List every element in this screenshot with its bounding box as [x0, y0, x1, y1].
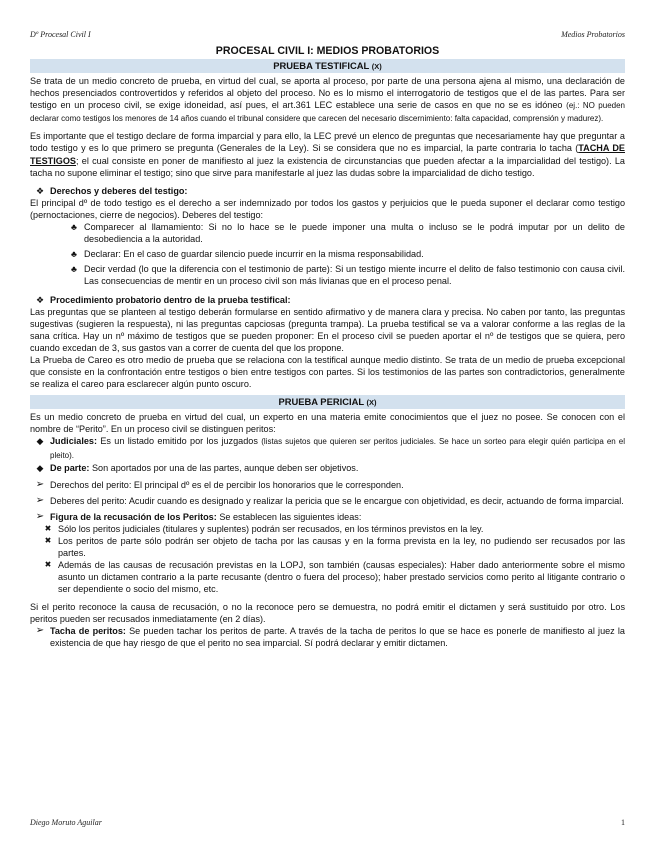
- section-heading: PRUEBA PERICIAL: [278, 396, 364, 408]
- tacha-term: TACHA DE TESTIGOS: [30, 143, 625, 166]
- paragraph-text: Es importante que el testigo declare de forma imparcial y para ello, la LEC prevé un elenco de preguntas que necesariamente hay que preguntar a todo testigo y es lo que primero se pregunta (Generales de la Ley). Si se considera que no es imparcial, la parte contraria lo tacha (: [30, 131, 625, 154]
- list-item: [30, 435, 625, 461]
- paragraph: [30, 75, 625, 125]
- list-item-note: (listas sujetos que quieren ser peritos judiciales. Se hace un sorteo para elegir quién participa en el pleito).: [50, 437, 626, 460]
- paragraph: El principal dº de todo testigo es el derecho a ser indemnizado por todos los gastos y perjuicios que le pueda suponer el declarar como testigo (pernoctaciones, cierre de negocios). Deberes del testigo:: [30, 197, 625, 220]
- club-bullet-icon: ♣: [71, 222, 77, 233]
- diamond-bullet-icon: ❖: [35, 294, 45, 305]
- list-item: [30, 625, 625, 649]
- subheading-text: Procedimiento probatorio dentro de la prueba testifical:: [50, 294, 291, 305]
- list-item: [30, 479, 625, 491]
- list-item: [30, 495, 625, 507]
- sub-list-item: [30, 535, 625, 559]
- paragraph-text: ; el cual consiste en poner de manifiesto al juez la existencia de circunstancias que pueden afectar a la imparcialidad del testigo). La tacha no supone eliminar el testigo; sino que sirve para manifestarle al juez las dudas sobre la imparcialidad de dicho testigo.: [30, 155, 625, 178]
- diamond-bullet-icon: ❖: [35, 185, 45, 196]
- section-tag: (X): [366, 398, 377, 408]
- list-item-body: Se establecen las siguientes ideas:: [219, 511, 362, 522]
- subheading: [30, 185, 625, 197]
- cross-bullet-icon: ✖: [44, 536, 52, 546]
- arrow-bullet-icon: ➢: [35, 510, 45, 522]
- section-band-pericial: [30, 395, 625, 409]
- paragraph: La Prueba de Careo es otro medio de prueba que se relaciona con la testifical aunque medio distinto. Se trata de un medio de prueba excepcional que consiste en la confrontación entre testigos o bien entre testigos con partes. Si los testimonios de las partes son contradictorios, generalmente se realiza el careo para esclarecer algún punto oscuro.: [30, 354, 625, 390]
- list-item: [30, 221, 625, 245]
- list-item-text: Comparecer al llamamiento: Si no lo hace se le puede imponer una multa o incluso se le podrá imputar por un delito de desobediencia a la autoridad.: [84, 222, 625, 245]
- list-item-text: Deberes del perito: Acudir cuando es designado y realizar la pericia que se le encargue con objetividad, es decir, actuando de forma imparcial.: [50, 495, 624, 506]
- list-item-text: Declarar: En el caso de guardar silencio puede incurrir en la misma responsabilidad.: [84, 249, 424, 260]
- section-band-testifical: [30, 59, 625, 73]
- list-item-lead: Judiciales:: [50, 436, 98, 447]
- cross-bullet-icon: ✖: [44, 524, 52, 533]
- list-item: [30, 248, 625, 260]
- subheading-text: Derechos y deberes del testigo:: [50, 185, 188, 196]
- paragraph: [30, 130, 625, 178]
- list-item-body: Se pueden tachar los peritos de parte. A través de la tacha de peritos lo que se hace es ponerle de manifiesto al juez la existencia de que hay riesgo de que el perito no sea imparcial. Sí podrá declarar y emitir dictamen.: [50, 625, 625, 648]
- sub-list-item-text: Los peritos de parte sólo podrán ser objeto de tacha por las causas y en la forma prevista en la ley, no pudiendo ser recusados por las partes.: [58, 536, 625, 559]
- list-item-text: Derechos del perito: El principal dº es el de percibir los honorarios que le corresponden.: [50, 479, 404, 490]
- paragraph: Es un medio concreto de prueba en virtud del cual, un experto en una materia emite conocimientos que el juez no posee. Se conocen con el nombre de “Perito”. En un proceso civil se distinguen peritos:: [30, 412, 625, 435]
- header-left: Dº Procesal Civil I: [30, 30, 91, 39]
- page-number: 1: [621, 818, 625, 827]
- list-item: [30, 462, 625, 474]
- sub-list-item: [30, 523, 625, 535]
- document-title: PROCESAL CIVIL I: MEDIOS PROBATORIOS: [215, 45, 440, 57]
- section-heading: PRUEBA TESTIFICAL: [273, 60, 370, 71]
- list-item-lead: Tacha de peritos:: [50, 625, 126, 636]
- sub-list-item: [30, 559, 625, 595]
- section-tag: (X): [371, 62, 382, 71]
- list-item-text: [50, 511, 625, 523]
- list-item-text: [50, 462, 625, 474]
- subheading: [30, 294, 625, 306]
- list-item-lead: De parte:: [50, 462, 90, 473]
- club-bullet-icon: ♣: [71, 249, 77, 260]
- paragraph-text: Se trata de un medio concreto de prueba, en virtud del cual, se aporta al proceso, por parte de una persona ajena al mismo, una declaración de hechos presenciados controvertidos y referidos al objeto del proceso. No es lo mismo el interrogatorio de testigos que el de las partes. Para ser testigo en un proceso civil, se exige idoneidad, así pues, el art.361 LEC establece una serie de casos en que no se es idóneo: [30, 76, 625, 111]
- diamond-bullet-icon: ◆: [36, 462, 44, 473]
- arrow-bullet-icon: ➢: [35, 478, 45, 490]
- footer-author: Diego Moruto Aguilar: [30, 818, 102, 827]
- document-body: [30, 43, 625, 649]
- sub-list-item-text: Además de las causas de recusación previstas en la LOPJ, son también (causas especiales): Haber dado anteriormente sobre el mismo asunto un dictamen contrario a la parte recusante (dentro o fuera del proceso); haber prestado servicios como perito al litigante contrario o ser dependiente o socio del mismo, etc.: [58, 560, 625, 595]
- list-item-text: [50, 435, 625, 461]
- club-bullet-icon: ♣: [71, 264, 77, 275]
- arrow-bullet-icon: ➢: [35, 494, 45, 506]
- diamond-bullet-icon: ◆: [36, 436, 44, 447]
- cross-bullet-icon: ✖: [44, 560, 52, 570]
- list-item: [30, 511, 625, 523]
- sub-list-item-text: Sólo los peritos judiciales (titulares y suplentes) podrán ser recusados, en los términos previstos en la ley.: [58, 524, 484, 534]
- paragraph: Si el perito reconoce la causa de recusación, o no la reconoce pero se demuestra, no podrá emitir el dictamen y será sustituido por otro. Los peritos pueden ser recusados inmediatamente (en 2 días).: [30, 601, 625, 624]
- paragraph-note: (ej.: NO pueden declarar como testigos los menores de 14 años cuando el tribunal considere que carecen del necesario discernimiento: falta capacidad, comprensión y madurez).: [30, 101, 625, 124]
- list-item-body: Es un listado emitido por los juzgados: [100, 436, 258, 447]
- list-item-text: [50, 625, 625, 649]
- header-right: Medios Probatorios: [561, 30, 625, 39]
- list-item: [30, 263, 625, 287]
- arrow-bullet-icon: ➢: [35, 624, 45, 636]
- list-item-text: Decir verdad (lo que la diferencia con el testimonio de parte): Si un testigo miente incurre el delito de falso testimonio con causa civil. Las consecuencias de mentir en un proceso civil son más livianas que en el proceso penal.: [84, 264, 625, 287]
- paragraph: Las preguntas que se planteen al testigo deberán formularse en sentido afirmativo y de manera clara y precisa. No caben por tanto, las preguntas sugestivas (sugieren la respuesta), ni las preguntas capciosas (pregunta trampa). La prueba testifical se va a valorar conforme a las reglas de la sana crítica. Hay un nº máximo de testigos que se pueden proponer: En el proceso civil se pueden aportar el nº de testigos que se quiera, pero cuando excedan de 3, sus gastos van a correr de cuenta del que los propone.: [30, 306, 625, 353]
- list-item-lead: Figura de la recusación de los Peritos:: [50, 511, 217, 522]
- list-item-body: Son aportados por una de las partes, aunque deben ser objetivos.: [91, 462, 359, 473]
